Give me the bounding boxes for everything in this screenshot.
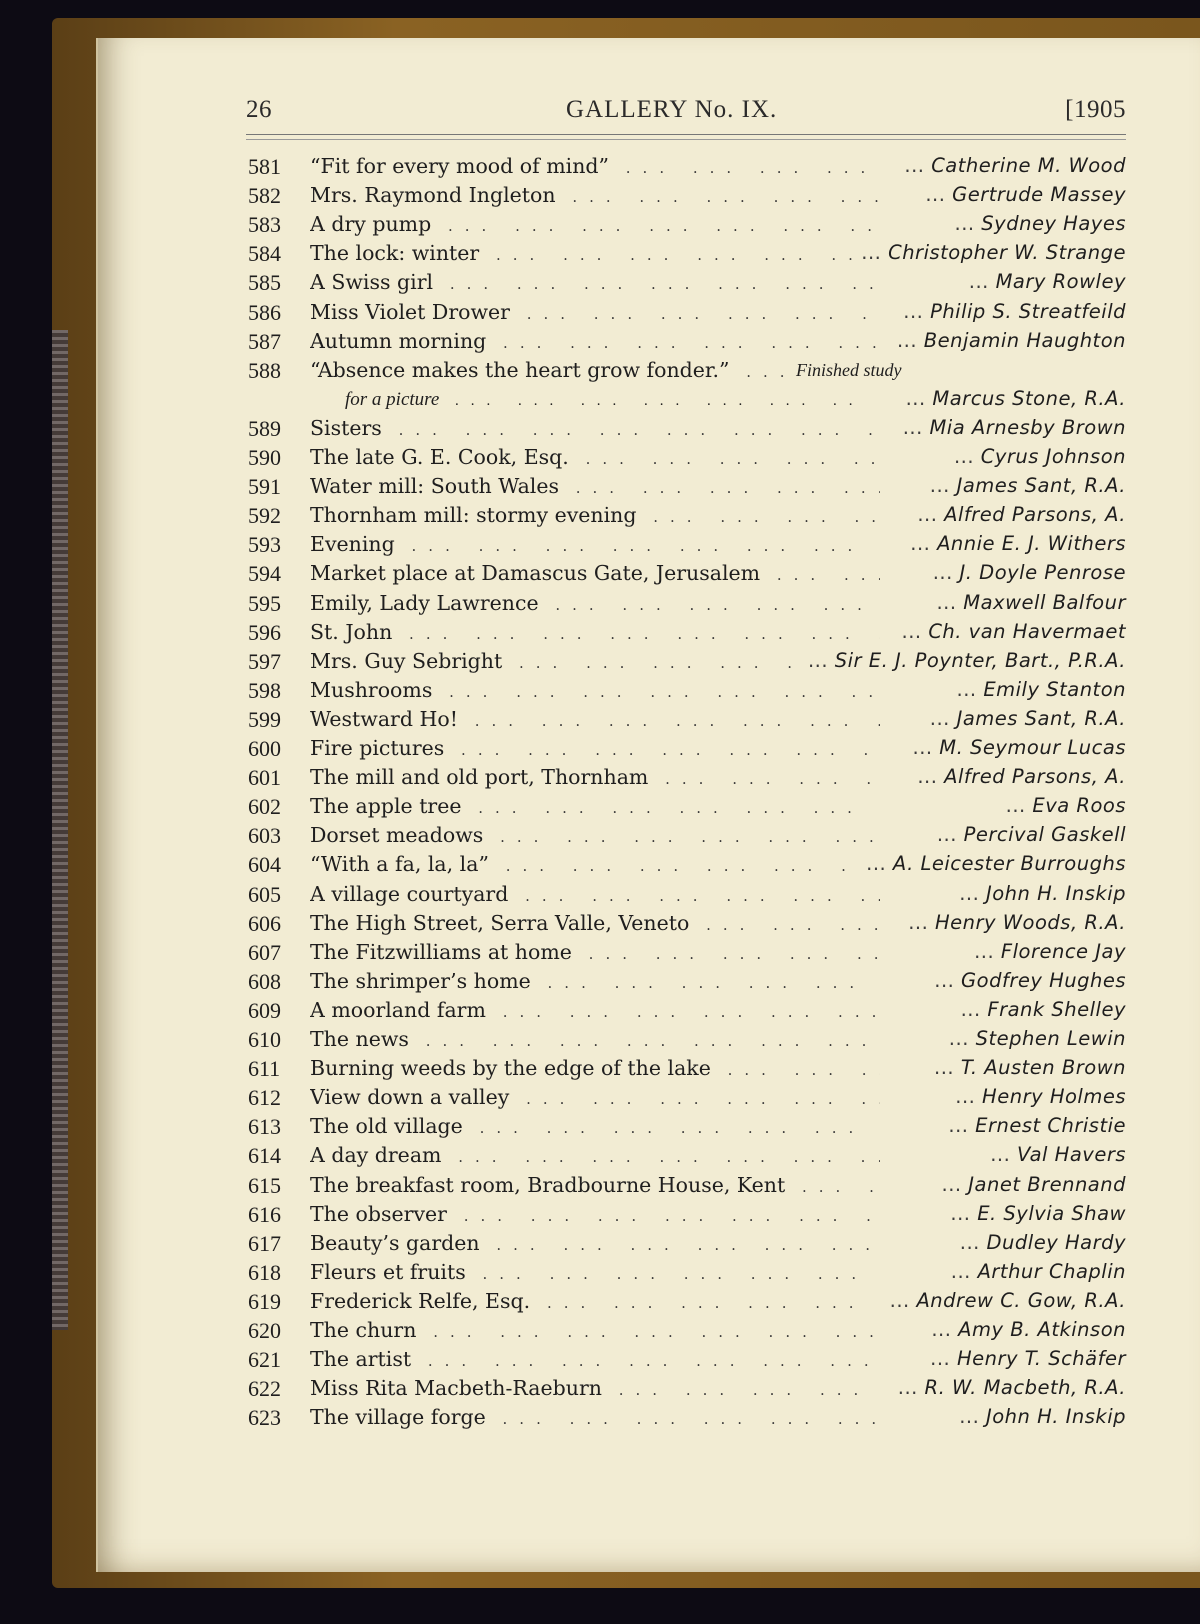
catalogue-entry	[0, 911, 1200, 940]
entry-artist: ... James Sant, R.A.	[922, 707, 1126, 730]
entry-number: 618	[248, 1259, 281, 1285]
entry-number: 616	[248, 1201, 281, 1227]
entry-artist: ... Maxwell Balfour	[928, 591, 1126, 614]
entry-number: 594	[248, 561, 281, 587]
catalogue-entry	[0, 1143, 1200, 1172]
entry-number: 599	[248, 706, 281, 732]
entry-title: Sisters ... .	[310, 416, 880, 440]
entry-number: 601	[248, 765, 281, 791]
entry-artist: ... T. Austen Brown	[926, 1056, 1126, 1079]
entry-artist: ... M. Seymour Lucas	[905, 736, 1127, 759]
catalogue-entry	[0, 707, 1200, 736]
entry-artist: ... R. W. Macbeth, R.A.	[890, 1376, 1126, 1399]
catalogue-entry	[0, 678, 1200, 707]
entry-title: A dry pump ... .	[310, 212, 880, 236]
entry-artist: ... Eva Roos	[998, 794, 1126, 817]
entry-title: The churn ... .	[310, 1318, 880, 1342]
entry-number: 619	[248, 1288, 281, 1314]
entry-title: “Fit for every mood of mind” ... .	[310, 154, 880, 178]
entry-artist: ... Janet Brennand	[934, 1173, 1127, 1196]
entry-number: 620	[248, 1318, 281, 1343]
catalogue-entry	[0, 823, 1200, 852]
entry-title: The shrimper’s home ... .	[310, 969, 880, 993]
entry-title: Dorset meadows ... .	[310, 823, 880, 847]
entry-artist: ... Philip S. Streatfeild	[895, 300, 1126, 323]
entry-artist: ... Stephen Lewin	[941, 1027, 1126, 1050]
entry-title: “With a fa, la, la” ... .	[310, 852, 880, 876]
entry-number: 598	[248, 677, 281, 703]
catalogue-entry	[0, 765, 1200, 794]
catalogue-entry	[0, 620, 1200, 649]
page-title: GALLERY No. IX.	[566, 96, 778, 123]
catalogue-entry-continuation	[0, 387, 1200, 416]
entry-number: 615	[248, 1172, 281, 1198]
entry-title: The apple tree ... .	[310, 794, 880, 818]
entry-artist: ... Andrew C. Gow, R.A.	[882, 1289, 1126, 1312]
entry-number: 612	[248, 1085, 281, 1111]
catalogue-entry	[0, 794, 1200, 823]
entry-artist: ... Percival Gaskell	[929, 823, 1126, 846]
entry-number: 609	[248, 997, 281, 1023]
catalogue-entry	[0, 154, 1200, 183]
entry-number: 588	[248, 357, 281, 383]
entry-number: 621	[248, 1347, 281, 1373]
entry-number: 583	[248, 212, 281, 238]
entry-title: Fire pictures ... .	[310, 736, 880, 760]
entry-artist: ... Frank Shelley	[953, 998, 1126, 1021]
entry-artist: ... Florence Jay	[966, 940, 1126, 963]
catalogue-entry	[0, 940, 1200, 969]
entry-title: The Fitzwilliams at home ... .	[310, 940, 880, 964]
entry-number: 614	[248, 1143, 281, 1169]
entry-title: Burning weeds by the edge of the lake ... .	[310, 1056, 880, 1080]
entry-artist: ... E. Sylvia Shaw	[942, 1202, 1126, 1225]
entry-artist: ... Ch. van Havermaet	[894, 620, 1126, 643]
entry-artist: ... Mia Arnesby Brown	[895, 416, 1126, 439]
catalogue-entry	[0, 503, 1200, 532]
entry-number: 617	[248, 1230, 281, 1256]
entry-number: 608	[248, 968, 281, 994]
catalogue-entry	[0, 474, 1200, 503]
entry-number: 587	[248, 328, 281, 354]
entry-title: Water mill: South Wales ... .	[310, 474, 880, 498]
catalogue-entry	[0, 998, 1200, 1027]
catalogue-entry	[0, 649, 1200, 678]
entry-artist: ... John H. Inskip	[951, 1405, 1126, 1428]
entry-number: 622	[248, 1376, 281, 1402]
entry-artist: ... J. Doyle Penrose	[925, 561, 1126, 584]
page-header	[246, 96, 1126, 130]
entry-number: 605	[248, 881, 281, 907]
entry-number: 596	[248, 619, 281, 645]
catalogue-entry	[0, 1376, 1200, 1405]
entry-number: 600	[248, 736, 281, 761]
entry-title: The news ... .	[310, 1027, 880, 1051]
entry-title: A day dream ... .	[310, 1143, 880, 1167]
catalogue-entry	[0, 212, 1200, 241]
entry-number: 586	[248, 299, 281, 325]
entry-title: The old village ... .	[310, 1114, 880, 1138]
entry-number: 610	[248, 1027, 281, 1052]
entry-artist: ... Henry Holmes	[947, 1085, 1126, 1108]
entry-title: Evening ... .	[310, 532, 880, 556]
entry-artist: ... A. Leicester Burroughs	[858, 852, 1126, 875]
entry-artist: ... Marcus Stone, R.A.	[898, 387, 1126, 410]
entry-number: 623	[248, 1405, 281, 1431]
entry-title: Beauty’s garden ... .	[310, 1231, 880, 1255]
catalogue-entry	[0, 1202, 1200, 1231]
entry-note: Finished study	[796, 359, 902, 380]
catalogue-entry	[0, 532, 1200, 561]
entry-title: A moorland farm ... .	[310, 998, 880, 1022]
entry-number: 593	[248, 532, 281, 558]
entry-artist: ... Henry Woods, R.A.	[900, 911, 1126, 934]
entry-number: 590	[248, 445, 281, 470]
entry-artist: ... Sydney Hayes	[947, 212, 1127, 235]
catalogue-entry	[0, 241, 1200, 270]
entry-number: 602	[248, 794, 281, 820]
entry-artist: ... Gertrude Massey	[917, 183, 1126, 206]
catalogue-entry	[0, 1056, 1200, 1085]
entry-number: 604	[248, 852, 281, 878]
catalogue-entry	[0, 852, 1200, 881]
entry-artist: ... Cyrus Johnson	[946, 445, 1126, 468]
page-year: [1905	[1065, 96, 1126, 123]
catalogue-entry	[0, 1347, 1200, 1376]
entry-artist: ... Ernest Christie	[940, 1114, 1126, 1137]
entry-number: 597	[248, 648, 281, 674]
entry-title: Miss Rita Macbeth-Raeburn ... .	[310, 1376, 880, 1400]
catalogue-entry	[0, 1027, 1200, 1056]
entry-artist: ... Catherine M. Wood	[896, 154, 1126, 177]
entry-title: A Swiss girl ... .	[310, 270, 880, 294]
entry-artist: ... Benjamin Haughton	[889, 329, 1126, 352]
entry-artist: ... Val Havers	[982, 1143, 1126, 1166]
entry-artist: ... Christopher W. Strange	[853, 241, 1126, 264]
entry-title: The High Street, Serra Valle, Veneto ... .	[310, 911, 880, 935]
entry-number: 581	[248, 154, 281, 179]
entry-title: The observer ... .	[310, 1202, 880, 1226]
entry-title: “Absence makes the heart grow fonder.” ... .	[310, 358, 790, 382]
catalogue-entry	[0, 300, 1200, 329]
entry-artist: ... Emily Stanton	[949, 678, 1126, 701]
entry-title: Emily, Lady Lawrence ... .	[310, 591, 880, 615]
entry-artist: ... Mary Rowley	[961, 270, 1126, 293]
entry-title: The late G. E. Cook, Esq. ... .	[310, 445, 880, 469]
entry-artist: ... Amy B. Atkinson	[923, 1318, 1126, 1341]
catalogue-entry	[0, 1289, 1200, 1318]
catalogue-entry	[0, 591, 1200, 620]
catalogue-entry	[0, 969, 1200, 998]
entry-number: 613	[248, 1114, 281, 1140]
entry-artist: ... Sir E. J. Poynter, Bart., P.R.A.	[800, 649, 1126, 672]
entry-artist: ... Henry T. Schäfer	[922, 1347, 1126, 1370]
entry-title: Fleurs et fruits ... .	[310, 1260, 880, 1284]
entry-title: The breakfast room, Bradbourne House, Kent ... .	[310, 1173, 880, 1197]
entry-artist: ... Dudley Hardy	[952, 1231, 1126, 1254]
entry-title: Mrs. Raymond Ingleton ... .	[310, 183, 880, 207]
entry-artist: ... Alfred Parsons, A.	[909, 765, 1126, 788]
entry-number: 589	[248, 415, 281, 441]
entry-number: 582	[248, 183, 281, 209]
entry-number: 595	[248, 590, 281, 616]
entry-number: 606	[248, 910, 281, 936]
entry-artist: ... Annie E. J. Withers	[902, 532, 1126, 555]
entry-number: 607	[248, 939, 281, 965]
catalogue-entry	[0, 1085, 1200, 1114]
catalogue-entry	[0, 882, 1200, 911]
entry-title: St. John ... .	[310, 620, 880, 644]
entry-title: The artist ... .	[310, 1347, 880, 1371]
entry-title: A village courtyard ... .	[310, 882, 880, 906]
catalogue-entry	[0, 1114, 1200, 1143]
catalogue-entry	[0, 183, 1200, 212]
entry-title: Mushrooms ... .	[310, 678, 880, 702]
catalogue-entry	[0, 445, 1200, 474]
entry-artist: ... James Sant, R.A.	[922, 474, 1126, 497]
entry-number: 603	[248, 823, 281, 849]
entry-title: Westward Ho! ... .	[310, 707, 880, 731]
header-rule	[246, 134, 1126, 140]
catalogue-entry	[0, 1318, 1200, 1347]
entry-title: View down a valley ... .	[310, 1085, 880, 1109]
entry-title: Autumn morning ... .	[310, 329, 880, 353]
entry-number: 591	[248, 474, 281, 500]
entry-number: 592	[248, 503, 281, 529]
entry-title: Frederick Relfe, Esq. ... .	[310, 1289, 880, 1313]
catalogue-entry	[0, 1173, 1200, 1202]
entry-artist: ... Godfrey Hughes	[926, 969, 1126, 992]
page-number: 26	[246, 96, 272, 123]
entry-title: Mrs. Guy Sebright ... .	[310, 649, 880, 673]
catalogue-entry	[0, 1405, 1200, 1434]
entry-continuation: for a picture ... .	[345, 389, 865, 411]
entry-title: The mill and old port, Thornham ... .	[310, 765, 880, 789]
entry-title: The village forge ... .	[310, 1405, 880, 1429]
entry-artist: ... Arthur Chaplin	[943, 1260, 1126, 1283]
catalogue-entry	[0, 329, 1200, 358]
catalogue-entry	[0, 270, 1200, 299]
catalogue-entry	[0, 358, 1200, 387]
entry-title: Thornham mill: stormy evening ... .	[310, 503, 880, 527]
entry-number: 585	[248, 270, 281, 296]
entry-number: 611	[248, 1056, 281, 1082]
catalogue-entry	[0, 1260, 1200, 1289]
catalogue-entry	[0, 736, 1200, 765]
catalogue-entry	[0, 416, 1200, 445]
entry-title: Miss Violet Drower ... .	[310, 300, 880, 324]
entry-title: The lock: winter ... .	[310, 241, 880, 265]
entry-artist: ... John H. Inskip	[951, 882, 1126, 905]
catalogue-entry	[0, 561, 1200, 590]
entry-artist: ... Alfred Parsons, A.	[909, 503, 1126, 526]
catalogue-entry	[0, 1231, 1200, 1260]
entry-number: 584	[248, 241, 281, 267]
entry-title: Market place at Damascus Gate, Jerusalem ... .	[310, 561, 880, 585]
